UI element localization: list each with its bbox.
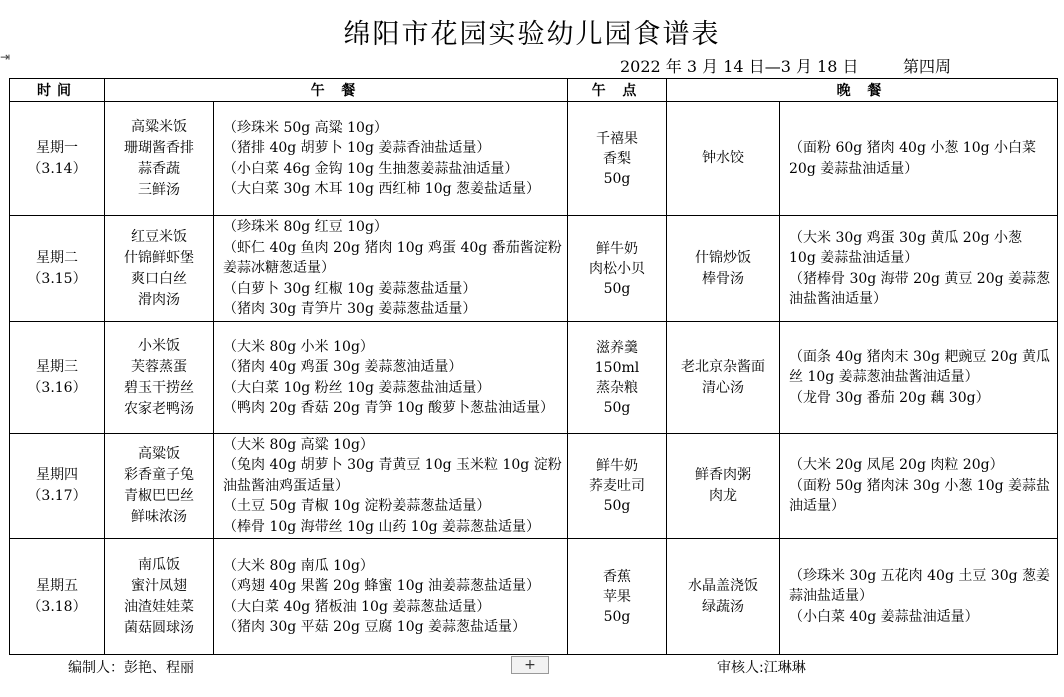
lunch-dishes-line: 蜜汁凤翅 <box>131 577 187 594</box>
snack-cell-line: 50g <box>603 280 631 297</box>
lunch-ingredients-line: （珍珠米 50g 高粱 10g） <box>223 119 388 136</box>
lunch-dishes <box>105 322 214 434</box>
snack-cell-line: 鲜牛奶 <box>596 240 638 257</box>
snack-cell-line: 香蕉 <box>603 568 631 585</box>
dinner-dishes-line: 棒骨汤 <box>702 270 744 287</box>
lunch-ingredients-line: （兔肉 40g 胡萝卜 30g 青黄豆 10g 玉米粒 10g 淀粉油盐酱油鸡蛋适量） <box>223 457 562 494</box>
lunch-ingredients-line: （珍珠米 80g 红豆 10g） <box>223 219 388 236</box>
lunch-ingredients-line: （大米 80g 小米 10g） <box>223 338 374 355</box>
day-cell <box>10 434 105 539</box>
dinner-ingredients-line: （龙骨 30g 番茄 20g 藕 30g） <box>789 389 990 406</box>
snack-cell-line: 50g <box>603 399 631 416</box>
row-marker-icon: ⇥ <box>0 50 11 64</box>
lunch-dishes-line: 南瓜饭 <box>138 556 180 573</box>
lunch-ingredients-line: （白萝卜 30g 红椒 10g 姜蒜葱盐适量） <box>223 280 477 297</box>
lunch-ingredients-line: （大米 80g 南瓜 10g） <box>223 557 374 574</box>
snack-cell-line: 鲜牛奶 <box>596 458 638 474</box>
snack-cell-line: 苹果 <box>603 588 631 605</box>
snack-cell-line: 滋养羹 <box>596 339 638 356</box>
dinner-dishes-line: 肉龙 <box>709 488 737 504</box>
day-row <box>10 102 1058 216</box>
header-row <box>10 79 1058 102</box>
dinner-ingredients <box>780 102 1058 216</box>
date-label: （3.14） <box>27 160 87 177</box>
lunch-dishes-line: 小米饭 <box>138 337 180 354</box>
lunch-dishes <box>105 102 214 216</box>
dinner-dishes <box>667 102 780 216</box>
snack-cell-line: 千禧果 <box>596 130 638 147</box>
weekday-label: 星期二 <box>36 249 78 266</box>
dinner-ingredients <box>780 539 1058 655</box>
snack-cell-line: 肉松小贝 <box>589 260 645 277</box>
weekday-label: 星期五 <box>36 577 78 594</box>
dinner-dishes-line: 老北京杂酱面 <box>681 358 765 375</box>
lunch-ingredients <box>214 434 568 539</box>
day-cell <box>10 539 105 655</box>
lunch-dishes-line: 爽口白丝 <box>131 270 187 287</box>
header-lunch: 午 餐 <box>105 79 568 102</box>
lunch-dishes-line: 什锦鲜虾堡 <box>124 249 194 266</box>
date-label: （3.18） <box>27 598 87 615</box>
dinner-ingredients-line: （面条 40g 猪肉末 30g 耙豌豆 20g 黄瓜丝 10g 姜蒜葱油盐酱油适量） <box>789 348 1051 386</box>
dinner-dishes <box>667 322 780 434</box>
day-row <box>10 539 1058 655</box>
snack-cell-line: 50g <box>603 170 631 187</box>
dinner-dishes-line: 清心汤 <box>702 379 744 396</box>
snack-cell-line: 香梨 <box>603 150 631 167</box>
lunch-ingredients-line: （猪肉 30g 平菇 20g 豆腐 10g 姜蒜葱盐适量） <box>223 619 527 635</box>
lunch-ingredients-line: （棒骨 10g 海带丝 10g 山药 10g 姜蒜葱盐适量） <box>223 518 541 535</box>
dinner-dishes-line: 什锦炒饭 <box>695 249 751 266</box>
lunch-ingredients-line: （大米 80g 高粱 10g） <box>223 436 374 453</box>
dinner-ingredients <box>780 322 1058 434</box>
lunch-dishes-line: 珊瑚酱香排 <box>124 139 194 156</box>
lunch-ingredients <box>214 539 568 655</box>
snack-cell-line: 蒸杂粮 <box>596 379 638 396</box>
date-range: 2022 年 3 月 14 日—3 月 18 日 <box>620 57 859 76</box>
date-label: （3.17） <box>27 488 87 504</box>
lunch-dishes-line: 三鲜汤 <box>138 181 180 198</box>
lunch-dishes <box>105 539 214 655</box>
lunch-dishes-line: 鲜味浓汤 <box>131 509 187 525</box>
snack-cell-line: 荞麦吐司 <box>589 478 645 494</box>
header-snack: 午 点 <box>568 79 667 102</box>
dinner-ingredients-line: （珍珠米 30g 五花肉 40g 土豆 30g 葱姜蒜油盐适量） <box>789 567 1051 605</box>
lunch-ingredients <box>214 102 568 216</box>
day-row <box>10 216 1058 322</box>
lunch-ingredients-line: （大白菜 10g 粉丝 10g 姜蒜葱盐油适量） <box>223 379 491 396</box>
lunch-dishes-line: 菌菇圆球汤 <box>124 619 194 636</box>
day-cell <box>10 102 105 216</box>
lunch-ingredients-line: （猪排 40g 胡萝卜 10g 姜蒜香油盐适量） <box>223 140 491 156</box>
lunch-ingredients-line: （虾仁 40g 鱼肉 20g 猪肉 10g 鸡蛋 40g 番茄酱淀粉姜蒜冰糖葱适量） <box>223 239 562 277</box>
day-row <box>10 322 1058 434</box>
lunch-dishes <box>105 434 214 539</box>
dinner-ingredients-line: （小白菜 40g 姜蒜盐油适量） <box>789 608 979 625</box>
lunch-dishes-line: 农家老鸭汤 <box>124 400 194 417</box>
lunch-dishes-line: 油渣娃娃菜 <box>124 598 194 615</box>
lunch-dishes-line: 芙蓉蒸蛋 <box>131 358 187 375</box>
dinner-ingredients <box>780 216 1058 322</box>
week-label: 第四周 <box>903 57 952 76</box>
dinner-ingredients-line: （面粉 50g 猪肉沫 30g 小葱 10g 姜蒜盐油适量） <box>789 477 1051 515</box>
lunch-dishes-line: 蒜香蔬 <box>138 160 180 177</box>
lunch-dishes-line: 青椒巴巴丝 <box>124 488 194 504</box>
add-sheet-button[interactable]: + <box>511 656 549 674</box>
snack-cell <box>568 434 667 539</box>
dinner-ingredients-line: （面粉 60g 猪肉 40g 小葱 10g 小白菜 20g 姜蒜盐油适量） <box>789 140 1037 177</box>
dinner-ingredients <box>780 434 1058 539</box>
dinner-dishes <box>667 539 780 655</box>
lunch-ingredients-line: （大白菜 40g 猪板油 10g 姜蒜葱盐适量） <box>223 598 491 615</box>
dinner-dishes-line: 水晶盖浇饭 <box>688 577 758 594</box>
snack-cell <box>568 322 667 434</box>
snack-cell <box>568 216 667 322</box>
snack-cell-line: 50g <box>603 608 631 625</box>
dinner-dishes <box>667 434 780 539</box>
menu-table <box>9 78 1058 655</box>
dinner-dishes-line: 钟水饺 <box>702 150 744 166</box>
lunch-ingredients-line: （大白菜 30g 木耳 10g 西红柿 10g 葱姜盐适量） <box>223 181 541 197</box>
snack-cell-line: 50g <box>603 498 631 514</box>
dinner-ingredients-line: （大米 30g 鸡蛋 30g 黄瓜 20g 小葱 10g 姜蒜盐油适量） <box>789 229 1023 266</box>
lunch-dishes-line: 红豆米饭 <box>131 228 187 245</box>
header-time: 时间 <box>10 79 105 102</box>
date-label: （3.16） <box>27 379 87 396</box>
snack-cell <box>568 539 667 655</box>
reviewer-label: 审核人:江琳琳 <box>717 660 806 676</box>
lunch-dishes-line: 高粱饭 <box>138 446 180 462</box>
dinner-dishes-line: 绿蔬汤 <box>702 598 744 615</box>
lunch-dishes-line: 滑肉汤 <box>138 291 180 308</box>
lunch-ingredients-line: （鸭肉 20g 香菇 20g 青笋 10g 酸萝卜葱盐油适量） <box>223 400 555 416</box>
page-title: 绵阳市花园实验幼儿园食谱表 <box>343 19 721 50</box>
weekday-label: 星期三 <box>36 358 78 375</box>
dinner-dishes-line: 鲜香肉粥 <box>695 467 751 483</box>
day-cell <box>10 322 105 434</box>
compiler-label: 编制人：彭艳、程丽 <box>68 660 194 676</box>
lunch-dishes <box>105 216 214 322</box>
lunch-ingredients <box>214 322 568 434</box>
date-label: （3.15） <box>27 270 87 287</box>
dinner-dishes <box>667 216 780 322</box>
dinner-ingredients-line: （大米 20g 凤尾 20g 肉粒 20g） <box>789 457 1004 474</box>
snack-cell-line: 150ml <box>594 359 640 376</box>
lunch-ingredients-line: （鸡翅 40g 果酱 20g 蜂蜜 10g 油姜蒜葱盐适量） <box>223 578 541 594</box>
header-dinner: 晚 餐 <box>667 79 1058 102</box>
dinner-ingredients-line: （猪棒骨 30g 海带 20g 黄豆 20g 姜蒜葱油盐酱油适量） <box>789 270 1051 307</box>
snack-cell <box>568 102 667 216</box>
lunch-ingredients-line: （土豆 50g 青椒 10g 淀粉姜蒜葱盐适量） <box>223 498 491 515</box>
lunch-dishes-line: 高粱米饭 <box>131 118 187 135</box>
day-cell <box>10 216 105 322</box>
lunch-dishes-line: 彩香童子兔 <box>124 467 194 483</box>
weekday-label: 星期一 <box>36 139 78 156</box>
lunch-ingredients-line: （猪肉 30g 青笋片 30g 姜蒜葱盐适量） <box>223 301 477 318</box>
day-row <box>10 434 1058 539</box>
lunch-dishes-line: 碧玉干捞丝 <box>124 379 194 396</box>
lunch-ingredients-line: （小白菜 46g 金钩 10g 生抽葱姜蒜盐油适量） <box>223 160 519 177</box>
lunch-ingredients-line: （猪肉 40g 鸡蛋 30g 姜蒜葱油适量） <box>223 359 463 375</box>
weekday-label: 星期四 <box>36 467 78 483</box>
lunch-ingredients <box>214 216 568 322</box>
